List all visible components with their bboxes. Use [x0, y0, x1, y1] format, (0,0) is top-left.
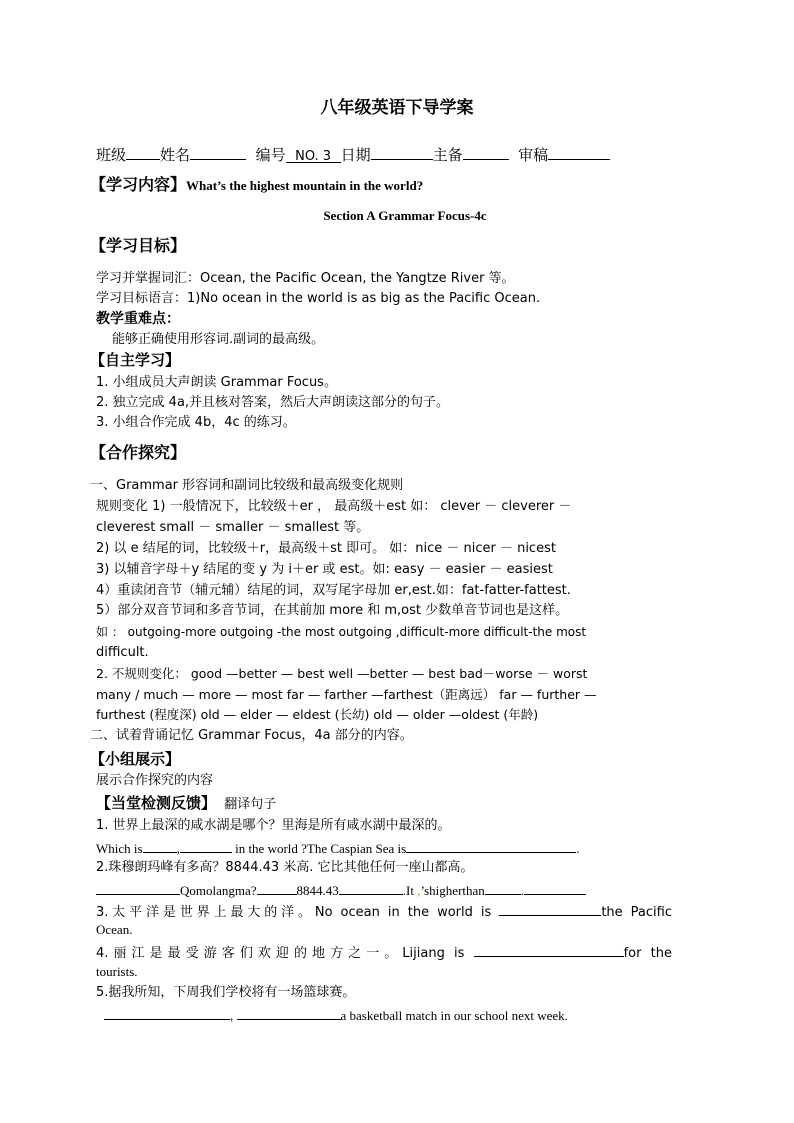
coop-line-10: 2. 不规则变化： good —better — best well —better — best bad－worse － worst	[96, 666, 588, 681]
q3-text-a: 3.太平洋是世界上最大的洋。No ocean in the world is	[96, 905, 492, 920]
coop-line-4: 2) 以 e 结尾的词，比较级＋r，最高级＋st 即可。 如：nice － nicer － nicest	[96, 541, 556, 556]
coop-line-7: 5）部分双音节词和多音节词，在其前加 more 和 m,ost 少数单音节词也是这样。	[96, 603, 569, 618]
q5-blank-2[interactable]	[237, 1004, 341, 1020]
q2-blank-1[interactable]	[96, 879, 180, 895]
q4-text-a: 4.丽江是最受游客们欢迎的地方之一。Lijiang is	[96, 946, 465, 961]
q2-blank-4[interactable]	[485, 879, 521, 895]
q1-answer-line: Which is , in the world ?The Caspian Sea is .	[96, 837, 672, 859]
q3-continued: Ocean.	[96, 922, 133, 937]
self-study-heading: 【自主学习】	[90, 351, 181, 369]
review-blank[interactable]	[548, 144, 610, 160]
group-show-heading: 【小组展示】	[90, 750, 181, 768]
date-blank[interactable]	[371, 144, 433, 160]
q2-blank-3[interactable]	[339, 879, 403, 895]
number-value: NO. 3	[286, 147, 341, 163]
class-blank[interactable]	[126, 144, 160, 160]
date-label: 日期	[340, 146, 371, 164]
feedback-heading-line	[96, 793, 672, 815]
coop-line-13: 二、试着背诵记忆 Grammar Focus，4a 部分的内容。	[90, 728, 413, 743]
q3-text-b: the Pacific	[601, 905, 672, 920]
q3-blank[interactable]	[499, 900, 601, 916]
q5-chinese: 5.据我所知，下周我们学校将有一场篮球赛。	[96, 985, 356, 1000]
q5-text-a: a basketball match in our school next week.	[340, 1008, 568, 1023]
feedback-heading: 【当堂检测反馈】	[96, 794, 217, 812]
key-points-label: 教学重难点：	[96, 311, 180, 327]
name-blank[interactable]	[190, 144, 246, 160]
goals-language: 学习目标语言：1)No ocean in the world is as big as the Pacific Ocean.	[96, 291, 541, 306]
q2-text-d: shigherthan	[424, 883, 485, 898]
goals-heading: 【学习目标】	[90, 236, 187, 255]
q4-continued: tourists.	[96, 964, 138, 979]
coop-line-3: cleverest small － smaller － smallest 等。	[96, 520, 370, 535]
coop-line-8: 如 ： outgoing-more outgoing -the most outgoing ,difficult-more difficult-the most	[96, 625, 587, 639]
q2-blank-2[interactable]	[257, 879, 297, 895]
q4-line	[96, 941, 672, 964]
q1-text-b: in the world ?The Caspian Sea is	[235, 841, 407, 856]
q2-blank-5[interactable]	[524, 879, 586, 895]
section-title: Section A Grammar Focus-4c	[323, 208, 487, 223]
self-study-item-3: 3. 小组合作完成 4b，4c 的练习。	[96, 415, 296, 430]
class-label: 班级	[96, 146, 127, 164]
content-line	[90, 175, 666, 196]
page-title: 八年级英语下导学案	[320, 98, 474, 118]
q4-text-b: for the	[623, 946, 672, 961]
self-study-item-1: 1. 小组成员大声朗读 Grammar Focus。	[96, 375, 337, 390]
coop-line-11: many / much — more — most far — farther —farthest（距离远） far — further —	[96, 687, 597, 702]
lead-blank[interactable]	[463, 144, 509, 160]
group-show-text: 展示合作探究的内容	[96, 773, 214, 788]
info-line	[96, 144, 672, 165]
review-label: 审稿	[518, 146, 549, 164]
coop-line-12: furthest (程度深) old — elder — eldest (长幼) old — older —oldest (年龄)	[96, 707, 539, 722]
name-label: 姓名	[160, 146, 191, 164]
q5-blank-1[interactable]	[104, 1004, 230, 1020]
number-label: 编号	[255, 146, 286, 164]
coop-line-5: 3) 以辅音字母＋y 结尾的变 y 为 i＋er 或 est。如: easy － easier － easiest	[96, 562, 553, 577]
content-label: 【学习内容】	[90, 175, 187, 194]
coop-line-9: difficult.	[96, 645, 149, 660]
feedback-subtitle: 翻译句子	[224, 797, 277, 812]
coop-line-1: 一、Grammar 形容词和副词比较级和最高级变化规则	[90, 478, 404, 493]
self-study-item-2: 2. 独立完成 4a,并且核对答案，然后大声朗读这部分的句子。	[96, 395, 450, 410]
q2-text-b: 8844.43	[296, 883, 339, 898]
q4-blank[interactable]	[474, 941, 624, 957]
q1-blank-1[interactable]	[143, 837, 177, 853]
cooperation-heading: 【合作探究】	[90, 443, 187, 462]
key-points-text: 能够正确使用形容词.副词的最高级。	[112, 332, 325, 347]
q1-blank-3[interactable]	[406, 837, 576, 853]
q2-text-c: .It	[402, 883, 414, 898]
q1-chinese: 1. 世界上最深的咸水湖是哪个？里海是所有咸水湖中最深的。	[96, 818, 451, 833]
q1-blank-2[interactable]	[180, 837, 232, 853]
q2-text-a: Qomolangma?	[180, 883, 257, 898]
q2-chinese: 2.珠穆朗玛峰有多高？8844.43 米高. 它比其他任何一座山都高。	[96, 860, 474, 875]
coop-line-6: 4）重读闭音节（辅元辅）结尾的词，双写尾字母加 er,est.如：fat-fatter-fattest.	[96, 583, 571, 598]
q2-answer-line: Qomolangma? 8844.43 .It ,’shigherthan .	[96, 879, 672, 901]
goals-vocab: 学习并掌握词汇：Ocean, the Pacific Ocean, the Yangtze River 等。	[96, 271, 515, 286]
lead-label: 主备	[432, 146, 463, 164]
coop-line-2: 规则变化 1) 一般情况下，比较级＋er ， 最高级＋est 如： clever － cleverer －	[96, 499, 572, 514]
q1-text-a: Which is	[96, 841, 143, 856]
content-text: What’s the highest mountain in the world?	[186, 178, 424, 193]
q5-answer-line: , a basketball match in our school next week.	[104, 1004, 680, 1026]
